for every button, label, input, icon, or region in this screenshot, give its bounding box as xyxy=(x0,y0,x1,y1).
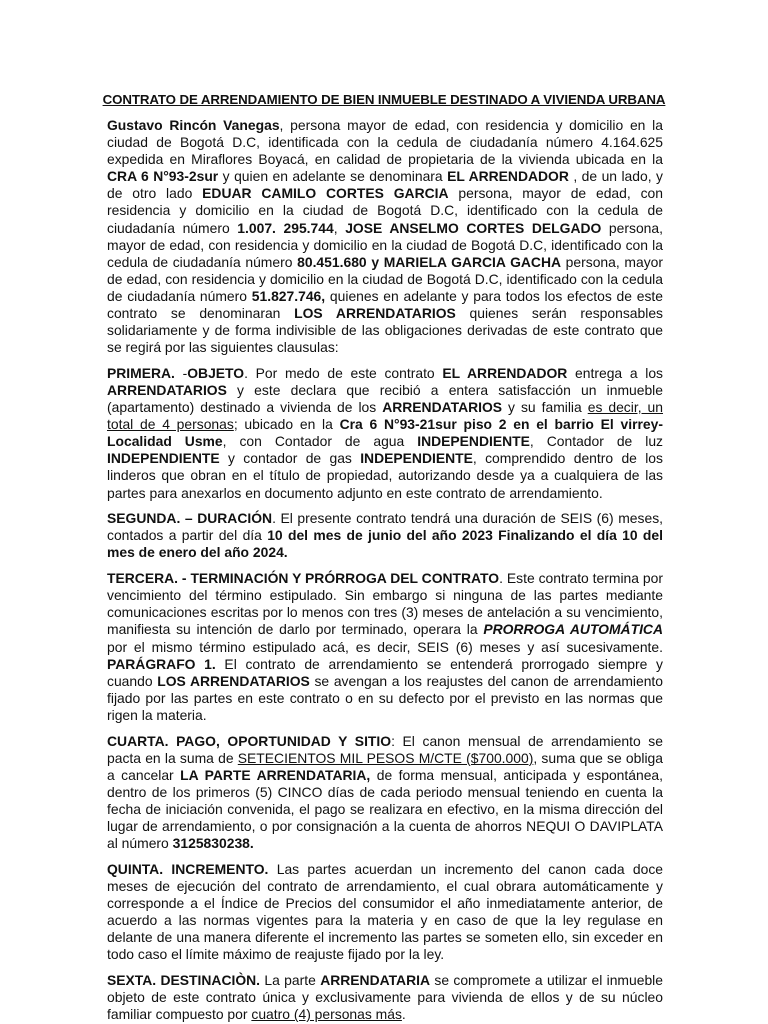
emphasis-text: Cra 6 N°93-21sur piso 2 en el barrio El virrey-Localidad Usme xyxy=(107,416,664,450)
emphasis-text: SEXTA. DESTINACIÒN. xyxy=(107,971,261,988)
emphasis-text: LOS ARRENDATARIOS xyxy=(157,672,310,689)
emphasis-text: ARRENDATARIA xyxy=(320,971,431,988)
emphasis-text: SEGUNDA. – DURACIÓN xyxy=(107,510,273,527)
emphasis-text: LOS ARRENDATARIOS xyxy=(294,305,456,322)
emphasis-text: PRORROGA AUTOMÁTICA xyxy=(483,621,663,638)
emphasis-text: TERCERA. - TERMINACIÓN Y PRÓRROGA DEL CONTRATO xyxy=(107,570,500,587)
emphasis-text: INDEPENDIENTE xyxy=(417,433,530,450)
emphasis-text: JOSE ANSELMO CORTES DELGADO xyxy=(345,219,602,236)
emphasis-text: EL ARRENDADOR xyxy=(447,168,569,185)
clause-primera: PRIMERA. -OBJETO. Por medo de este contrato EL ARRENDADOR entrega a los ARRENDATARIOS y este declara que recibió a entera satisfacción un inmueble (apartamento) destinado a vivienda de los ARRENDATARIOS y su familia es decir, un total de 4 personas; ubicado en la Cra 6 N°93-21sur piso 2 en el barrio El virrey-Localidad Usme, con Contador de agua INDEPENDIENTE, Contador de luz INDEPENDIENTE y contador de gas INDEPENDIENTE, comprendido dentro de los linderos que obran en el título de propiedad, autorizando desde ya a cualquiera de las partes para anexarlos en documento adjunto en este contrato de arrendamiento. xyxy=(107,364,664,501)
emphasis-text: SETECIENTOS MIL PESOS M/CTE ($700.000) xyxy=(237,749,534,766)
document-title: CONTRATO DE ARRENDAMIENTO DE BIEN INMUEBLE DESTINADO A VIVIENDA URBANA xyxy=(102,92,666,107)
emphasis-text: 1.007. 295.744 xyxy=(237,219,334,236)
emphasis-text: EDUAR CAMILO CORTES GARCIA xyxy=(202,185,449,202)
clause-tercera: TERCERA. - TERMINACIÓN Y PRÓRROGA DEL CONTRATO. Este contrato termina por vencimiento del término estipulado. Sin embargo si ninguna de las partes mediante comunicaciones escritas por lo menos con tres (3) meses de antelación a su vencimiento, manifiesta su intención de darlo por terminado, operara la PRORROGA AUTOMÁTICA por el mismo término estipulado acá, es decir, SEIS (6) meses y así sucesivamente. PARÁGRAFO 1. El contrato de arrendamiento se entenderá prorrogado siempre y cuando LOS ARRENDATARIOS se avengan a los reajustes del canon de arrendamiento fijado por las partes en este contrato o en su defecto por el previsto en las normas que rigen la materia. xyxy=(107,570,664,723)
clause-segunda: SEGUNDA. – DURACIÓN. El presente contrato tendrá una duración de SEIS (6) meses, contados a partir del día 10 del mes de junio del año 2023 Finalizando el día 10 del mes de enero del año 2024. xyxy=(107,510,663,561)
emphasis-text: cuatro (4) personas más xyxy=(251,1006,402,1023)
emphasis-text: LA PARTE ARRENDATARIA, xyxy=(180,766,371,783)
emphasis-text: CUARTA. PAGO, OPORTUNIDAD Y SITIO xyxy=(107,732,392,749)
emphasis-text: INDEPENDIENTE xyxy=(107,450,220,467)
emphasis-text: INDEPENDIENTE xyxy=(360,450,473,467)
emphasis-text: PRIMERA. xyxy=(107,364,175,381)
emphasis-text: PARÁGRAFO 1. xyxy=(107,655,216,672)
document-body xyxy=(107,117,663,1024)
clause-sexta: SEXTA. DESTINACIÒN. La parte ARRENDATARIA se compromete a utilizar el inmueble objeto de este contrato única y exclusivamente para vivienda de ellos y de su núcleo familiar compuesto por cuatro (4) personas más. xyxy=(107,971,663,1023)
clause-quinta: QUINTA. INCREMENTO. Las partes acuerdan un incremento del canon cada doce meses de ejecución del contrato de arrendamiento, el cual obrara automáticamente y corresponde a el Índice de Precios del consumidor el año inmediatamente anterior, de acuerdo a las normas vigentes para la materia y en caso de que la ley regulase en delante de una manera diferente el incremento las partes se someten ello, sin exceder en todo caso el límite máximo de reajuste fijado por la ley. xyxy=(107,860,664,963)
emphasis-text: 10 del mes de junio del año 2023 Finalizando el día 10 del mes de enero del año 2024. xyxy=(107,527,663,561)
emphasis-text: 80.451.680 y MARIELA GARCIA GACHA xyxy=(297,253,562,270)
emphasis-text: ARRENDATARIOS xyxy=(382,399,503,416)
emphasis-text: 51.827.746, xyxy=(251,287,326,304)
emphasis-text: OBJETO xyxy=(187,364,245,381)
emphasis-text: CRA 6 N°93-2sur xyxy=(107,168,219,185)
emphasis-text: ARRENDATARIOS xyxy=(107,382,227,398)
emphasis-text: Gustavo Rincón Vanegas xyxy=(107,117,280,133)
emphasis-text: QUINTA. INCREMENTO. xyxy=(107,860,269,877)
emphasis-text: EL ARRENDADOR xyxy=(442,364,568,381)
clause-cuarta: CUARTA. PAGO, OPORTUNIDAD Y SITIO: El canon mensual de arrendamiento se pacta en la suma de SETECIENTOS MIL PESOS M/CTE ($700.000), suma que se obliga a cancelar LA PARTE ARRENDATARIA, de forma mensual, anticipada y espontánea, dentro de los primeros (5) CINCO días de cada periodo mensual teniendo en cuenta la fecha de iniciación convenida, el pago se realizara en efectivo, en la misma dirección del lugar de arrendamiento, o por consignación a la cuenta de ahorros NEQUI O DAVIPLATA al número 3125830238. xyxy=(107,732,664,852)
intro-paragraph: Gustavo Rincón Vanegas, persona mayor de edad, con residencia y domicilio en la ciudad de Bogotá D.C, identificada con la cedula de ciudadanía número 4.164.625 expedida en Miraflores Boyacá, en calidad de propietaria de la vivienda ubicada en la CRA 6 N°93-2sur y quien en adelante se denominara EL ARRENDADOR , de un lado, y de otro lado EDUAR CAMILO CORTES GARCIA persona, mayor de edad, con residencia y domicilio en la ciudad de Bogotá D.C, identificado con la cedula de ciudadanía número 1.007. 295.744, JOSE ANSELMO CORTES DELGADO persona, mayor de edad, con residencia y domicilio en la ciudad de Bogotá D.C, identificado con la cedula de ciudadanía número 80.451.680 y MARIELA GARCIA GACHA persona, mayor de edad, con residencia y domicilio en la ciudad de Bogotá D.C, identificado con la cedula de ciudadanía número 51.827.746, quienes en adelante y para todos los efectos de este contrato se denominaran LOS ARRENDATARIOS quienes serán responsables solidariamente y de forma indivisible de las obligaciones derivadas de este contrato que se regirá por las siguientes clausulas: xyxy=(107,117,664,356)
emphasis-text: es decir, un total de 4 personas xyxy=(107,399,663,433)
emphasis-text: 3125830238. xyxy=(172,835,254,852)
